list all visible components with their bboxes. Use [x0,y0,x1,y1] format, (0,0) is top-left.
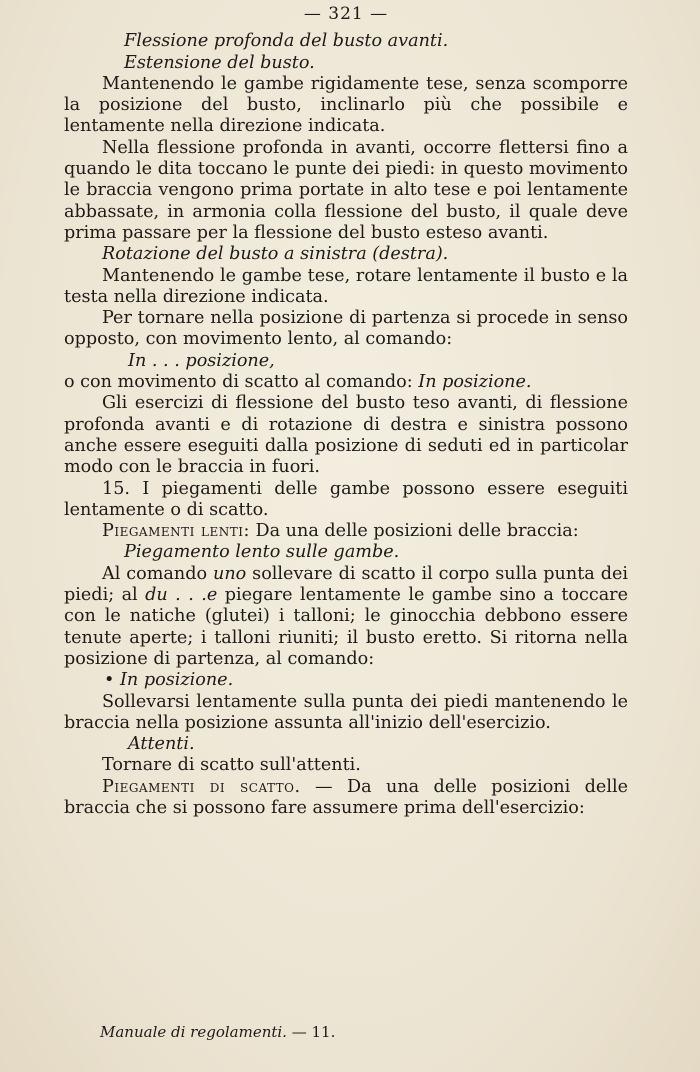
subheading-piegamento: Piegamento lento sulle gambe. [124,542,400,563]
paragraph: Mantenendo le gambe rigidamente tese, senza scomporre la posizione del busto, inclinarlo più che possibile e lentamente nella direzione indicata. [64,73,628,137]
paragraph: Sollevarsi lentamente sulla punta dei piedi mantenendo le braccia nella posizione assunta all'inizio dell'esercizio. [64,691,628,733]
paragraph: Per tornare nella posizione di partenza si procede in senso opposto, con movimento lento, al comando: [64,308,628,350]
paragraph-section-15: 15. I piegamenti delle gambe possono essere eseguiti lentamente o di scatto. [64,478,628,520]
text-run: Al comando [102,563,213,584]
subheading-rotazione: Rotazione del busto a sinistra (destra). [102,244,449,265]
text-run: sollevare di scatto il corpo sulla punta dei piedi; al [64,563,628,606]
small-caps-label: Piegamenti lenti: [102,521,250,542]
paragraph: Nella flessione profonda in avanti, occorre flettersi fino a quando le dita toccano le punte dei piedi: in questo movimento le braccia vengono prima portate in alto tese e poi lentamente abbassate, in armonia colla flessione del busto, il quale deve prima passare per la flessione del busto esteso avanti. [64,137,628,243]
footer-signature: — 11. [291,1023,336,1041]
text-run: — Da una delle posizioni delle braccia che si possono fare assumere prima dell'esercizio: [64,776,628,818]
paragraph: Mantenendo le gambe tese, rotare lentamente il busto e la testa nella direzione indicata. [64,265,628,307]
text-run: piegare lentamente le gambe sino a toccare con le natiche (glutei) i talloni; le ginocchia debbono essere tenute aperte; i talloni riuniti; il busto eretto. Si ritorna nella posizione di partenza, al comando: [64,585,629,669]
paragraph: Tornare di scatto sull'attenti. [102,755,361,776]
command-inline: du . . .e [145,585,218,606]
text-run: o con movimento di scatto al comando: [64,372,419,393]
command-inline: uno [212,563,247,584]
footer [100,1022,335,1043]
page-number: — 321 — [303,4,389,24]
command-in-posizione: In . . . posizione, [128,350,275,371]
paragraph [64,777,628,820]
command-attenti: Attenti. [128,734,195,755]
command-inline: In posizione. [418,372,532,393]
small-caps-label: Piegamenti di scatto. [102,776,301,797]
subheading-estensione: Estensione del busto. [124,52,315,73]
text-run: Da una delle posizioni delle braccia: [249,521,579,542]
command-in-posizione: • In posizione. [104,670,234,691]
subheading-flessione: Flessione profonda del busto avanti. [124,31,449,52]
paragraph [64,372,628,393]
paragraph [64,564,628,670]
paragraph [64,521,628,542]
paragraph: Gli esercizi di flessione del busto teso avanti, di flessione profonda avanti e di rotazione di destra e sinistra possono anche essere eseguiti dalla posizione di seduti ed in particolar modo con le braccia in fuori. [64,393,628,478]
footer-title: Manuale di regolamenti. [100,1023,287,1041]
